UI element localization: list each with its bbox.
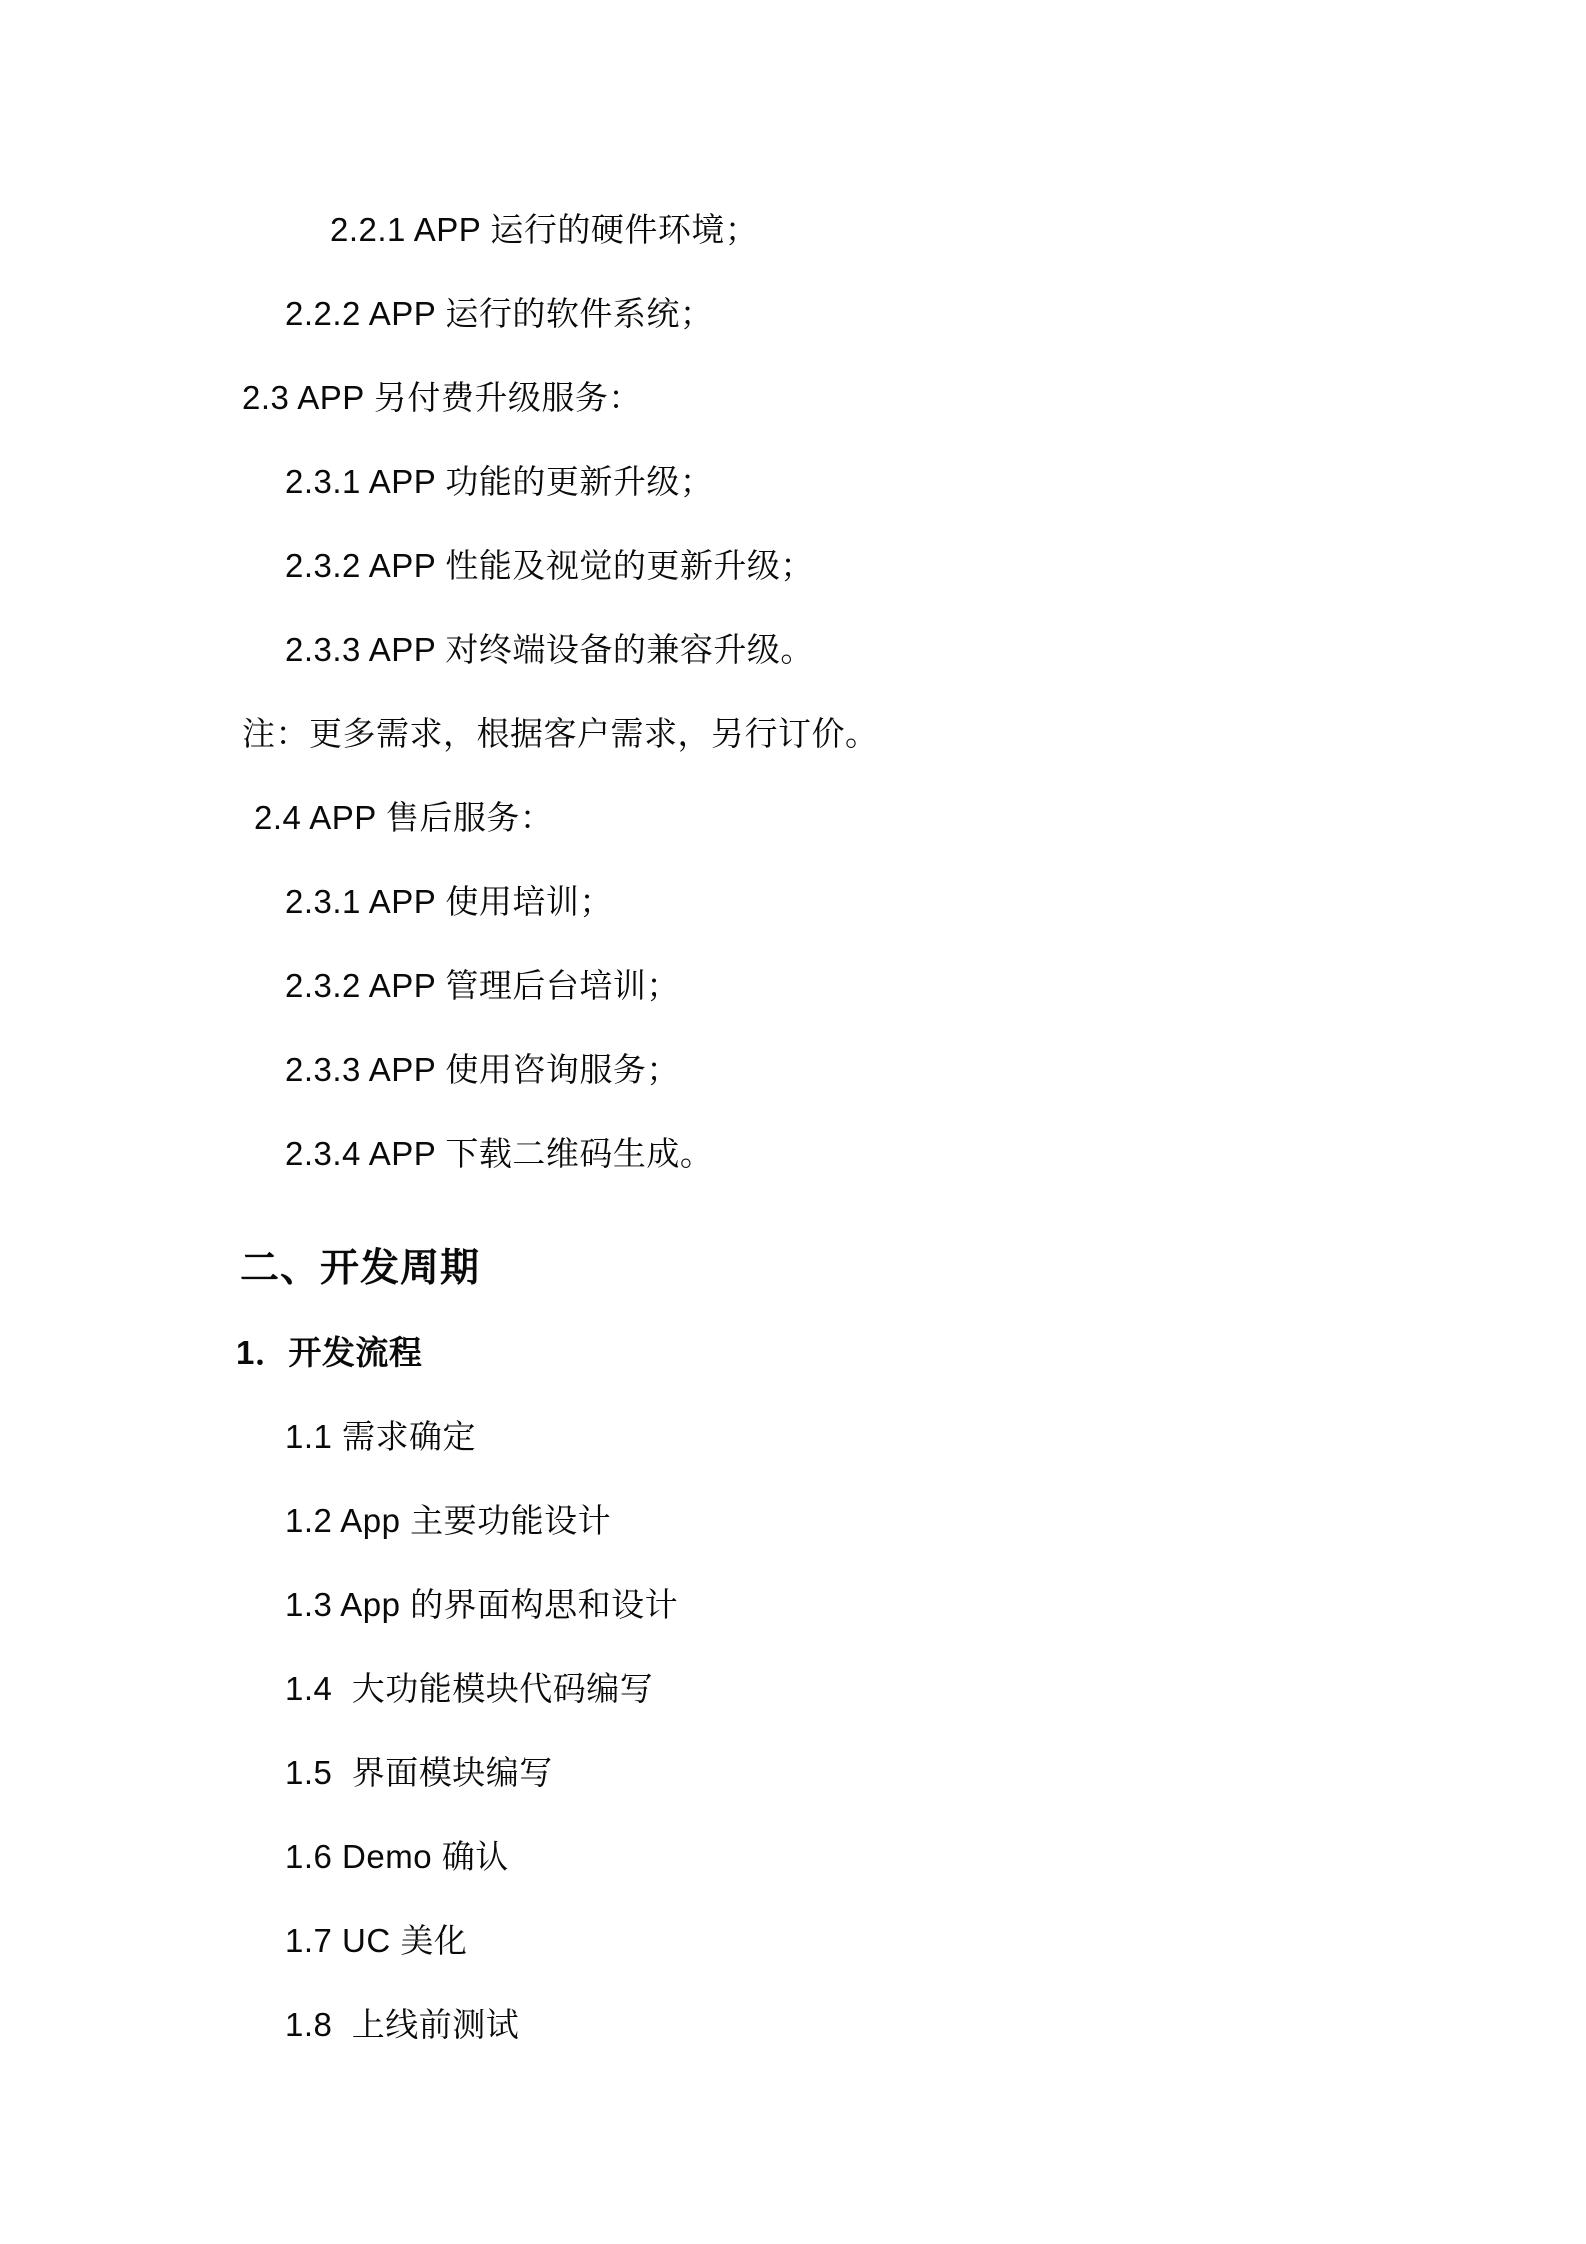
list-item-2-3-1: 2.3.1 APP 功能的更新升级； (285, 463, 714, 500)
process-item-1-1: 1.1 需求确定 (285, 1418, 477, 1455)
process-item-1-8: 1.8 上线前测试 (285, 2006, 520, 2043)
process-item-1-5: 1.5 界面模块编写 (285, 1754, 553, 1791)
list-item-2-3-2-after-sales: 2.3.2 APP 管理后台培训； (285, 967, 680, 1004)
list-item-2-3-3-after-sales: 2.3.3 APP 使用咨询服务； (285, 1051, 680, 1088)
list-item-2-3: 2.3 APP 另付费升级服务： (242, 379, 642, 416)
list-item-2-3-1-after-sales: 2.3.1 APP 使用培训； (285, 883, 613, 920)
list-item-2-3-4-after-sales: 2.3.4 APP 下载二维码生成。 (285, 1135, 714, 1172)
process-item-1-6: 1.6 Demo 确认 (285, 1838, 509, 1875)
note-line: 注：更多需求，根据客户需求，另行订价。 (242, 715, 879, 752)
process-item-1-3: 1.3 App 的界面构思和设计 (285, 1586, 679, 1623)
list-item-2-3-2: 2.3.2 APP 性能及视觉的更新升级； (285, 547, 814, 584)
process-item-1-4: 1.4 大功能模块代码编写 (285, 1670, 654, 1707)
process-item-1-2: 1.2 App 主要功能设计 (285, 1502, 612, 1539)
sub-heading-dev-process: 1．开发流程 (236, 1334, 423, 1371)
list-item-2-2-2: 2.2.2 APP 运行的软件系统； (285, 295, 714, 332)
list-item-2-2-1: 2.2.1 APP 运行的硬件环境； (330, 211, 759, 248)
process-item-1-7: 1.7 UC 美化 (285, 1922, 468, 1959)
section-heading: 二、开发周期 (240, 1247, 481, 1290)
list-item-2-4: 2.4 APP 售后服务： (254, 799, 554, 836)
list-item-2-3-3: 2.3.3 APP 对终端设备的兼容升级。 (285, 631, 814, 668)
